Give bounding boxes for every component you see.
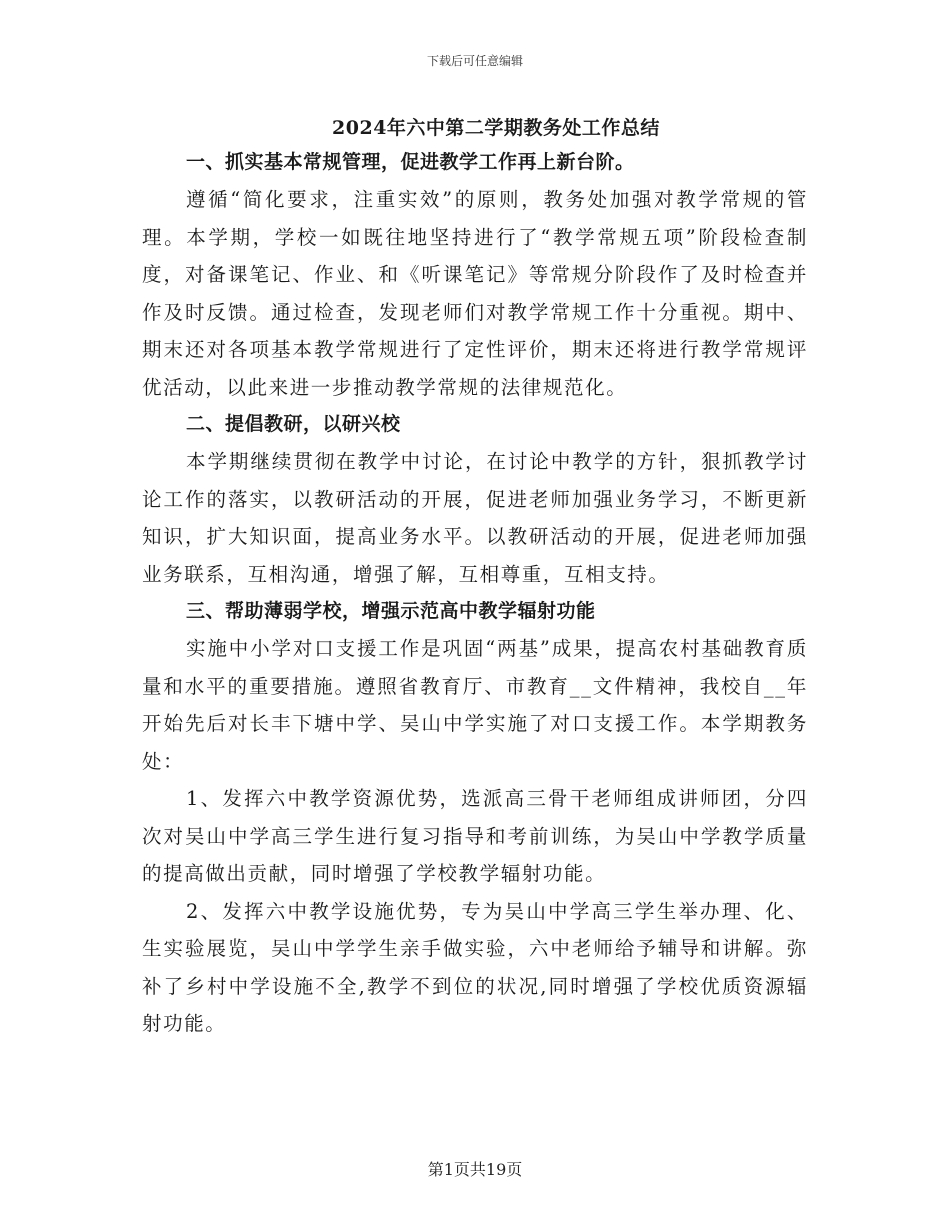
section-heading-1: 一、抓实基本常规管理，促进教学工作再上新台阶。: [186, 151, 635, 173]
document-title: 2024年六中第二学期教务处工作总结: [332, 117, 660, 139]
section-heading-3: 三、帮助薄弱学校，增强示范高中教学辐射功能: [186, 600, 596, 622]
paragraph-3-2: 1、发挥六中教学资源优势，选派高三骨干老师组成讲师团，分四次对吴山中学高三学生进行复习指导和考前训练，为吴山中学教学质量的提高做出贡献，同时增强了学校教学辐射功能。: [142, 787, 808, 885]
paragraph-3-1: 实施中小学对口支援工作是巩固“两基”成果，提高农村基础教育质量和水平的重要措施。遵照省教育厅、市教育__文件精神，我校自__年开始先后对长丰下塘中学、吴山中学实施了对口支援工作。本学期教务处：: [142, 637, 808, 773]
paragraph-3-3: 2、发挥六中教学设施优势，专为吴山中学高三学生举办理、化、生实验展览，吴山中学学生亲手做实验，六中老师给予辅导和讲解。弥补了乡村中学设施不全,教学不到位的状况,同时增强了学校优质资源辐射功能。: [142, 899, 808, 1035]
section-heading-2: 二、提倡教研，以研兴校: [186, 413, 401, 435]
document-body: [142, 112, 808, 1043]
header-note: 下载后可任意编辑: [426, 54, 523, 68]
paragraph-2-1: 本学期继续贯彻在教学中讨论，在讨论中教学的方针，狠抓教学讨论工作的落实，以教研活动的开展，促进老师加强业务学习，不断更新知识，扩大知识面，提高业务水平。以教研活动的开展，促进老师加强业务联系，互相沟通，增强了解，互相尊重，互相支持。: [142, 450, 808, 586]
page-number: 第1页共19页: [427, 1160, 523, 1179]
paragraph-1-1: 遵循“简化要求，注重实效”的原则，教务处加强对教学常规的管理。本学期，学校一如既往地坚持进行了“教学常规五项”阶段检查制度，对备课笔记、作业、和《听课笔记》等常规分阶段作了及时检查并作及时反馈。通过检查，发现老师们对教学常规工作十分重视。期中、期末还对各项基本教学常规进行了定性评价，期末还将进行教学常规评优活动，以此来进一步推动教学常规的法律规范化。: [142, 188, 808, 399]
